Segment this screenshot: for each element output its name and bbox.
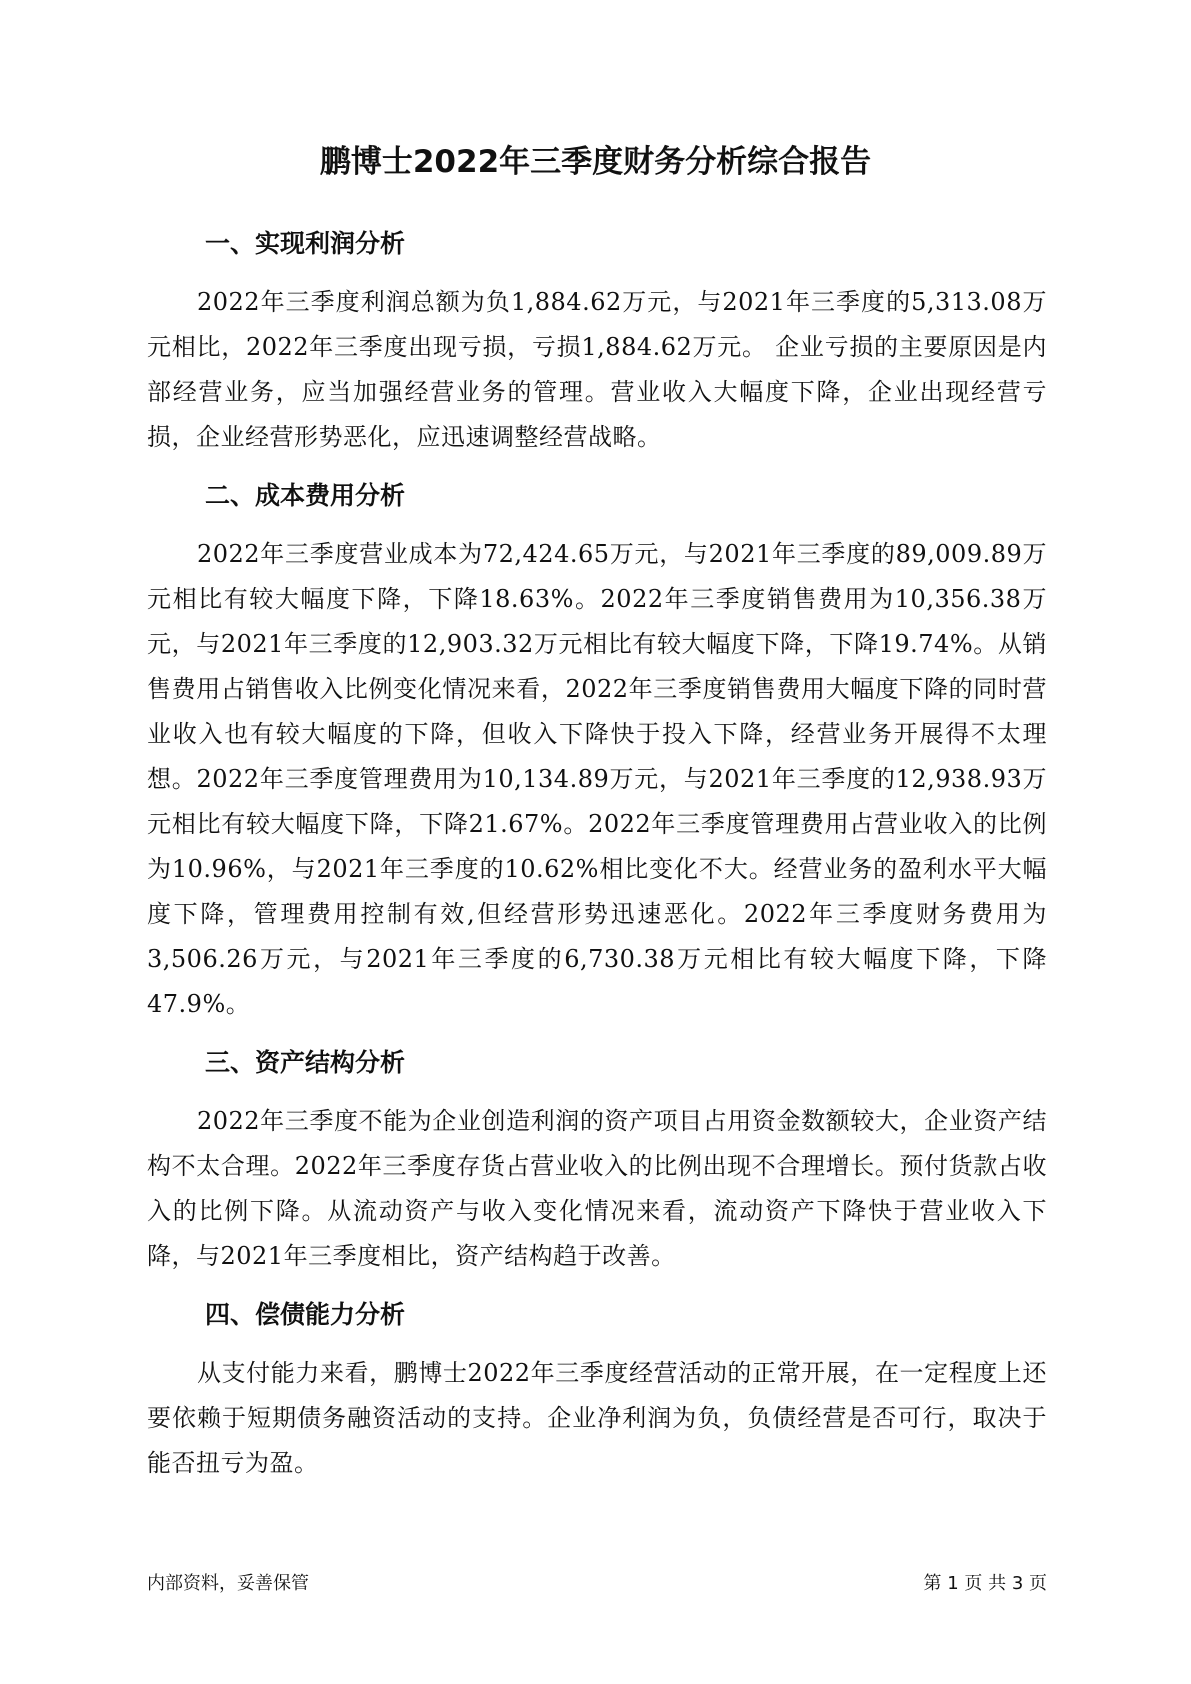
section-paragraph-assets: 2022年三季度不能为企业创造利润的资产项目占用资金数额较大，企业资产结构不太合理。2022年三季度存货占营业收入的比例出现不合理增长。预付货款占收入的比例下降。从流动资产与收入变化情况来看，流动资产下降快于营业收入下降，与2021年三季度相比，资产结构趋于改善。 — [147, 1107, 1047, 1270]
section-paragraph-solvency: 从支付能力来看，鹏博士2022年三季度经营活动的正常开展，在一定程度上还要依赖于短期债务融资活动的支持。企业净利润为负，负债经营是否可行，取决于能否扭亏为盈。 — [147, 1359, 1047, 1477]
section-heading-cost: 二、成本费用分析 — [205, 481, 406, 510]
report-body — [147, 222, 1047, 1500]
section-heading-solvency: 四、偿债能力分析 — [205, 1300, 406, 1329]
section-paragraph-profit: 2022年三季度利润总额为负1,884.62万元，与2021年三季度的5,313.08万元相比，2022年三季度出现亏损，亏损1,884.62万元。 企业亏损的主要原因是内部经营业务，应当加强经营业务的管理。营业收入大幅度下降，企业出现经营亏损，企业经营形势恶化，应迅速调整经营战略。 — [147, 288, 1047, 451]
page-title: 鹏博士2022年三季度财务分析综合报告 — [319, 144, 872, 180]
section-heading-assets: 三、资产结构分析 — [205, 1048, 406, 1077]
section-paragraph-cost: 2022年三季度营业成本为72,424.65万元，与2021年三季度的89,009.89万元相比有较大幅度下降，下降18.63%。2022年三季度销售费用为10,356.38万元，与2021年三季度的12,903.32万元相比有较大幅度下降，下降19.74%。从销售费用占销售收入比例变化情况来看，2022年三季度销售费用大幅度下降的同时营业收入也有较大幅度的下降，但收入下降快于投入下降，经营业务开展得不太理想。2022年三季度管理费用为10,134.89万元，与2021年三季度的12,938.93万元相比有较大幅度下降，下降21.67%。2022年三季度管理费用占营业收入的比例为10.96%，与2021年三季度的10.62%相比变化不大。经营业务的盈利水平大幅度下降，管理费用控制有效,但经营形势迅速恶化。2022年三季度财务费用为3,506.26万元，与2021年三季度的6,730.38万元相比有较大幅度下降，下降47.9%。 — [147, 540, 1047, 1018]
footer-confidential-note: 内部资料，妥善保管 — [147, 1573, 309, 1594]
section-heading-profit: 一、实现利润分析 — [205, 229, 406, 258]
footer-page-number: 第 1 页 共 3 页 — [923, 1573, 1047, 1594]
